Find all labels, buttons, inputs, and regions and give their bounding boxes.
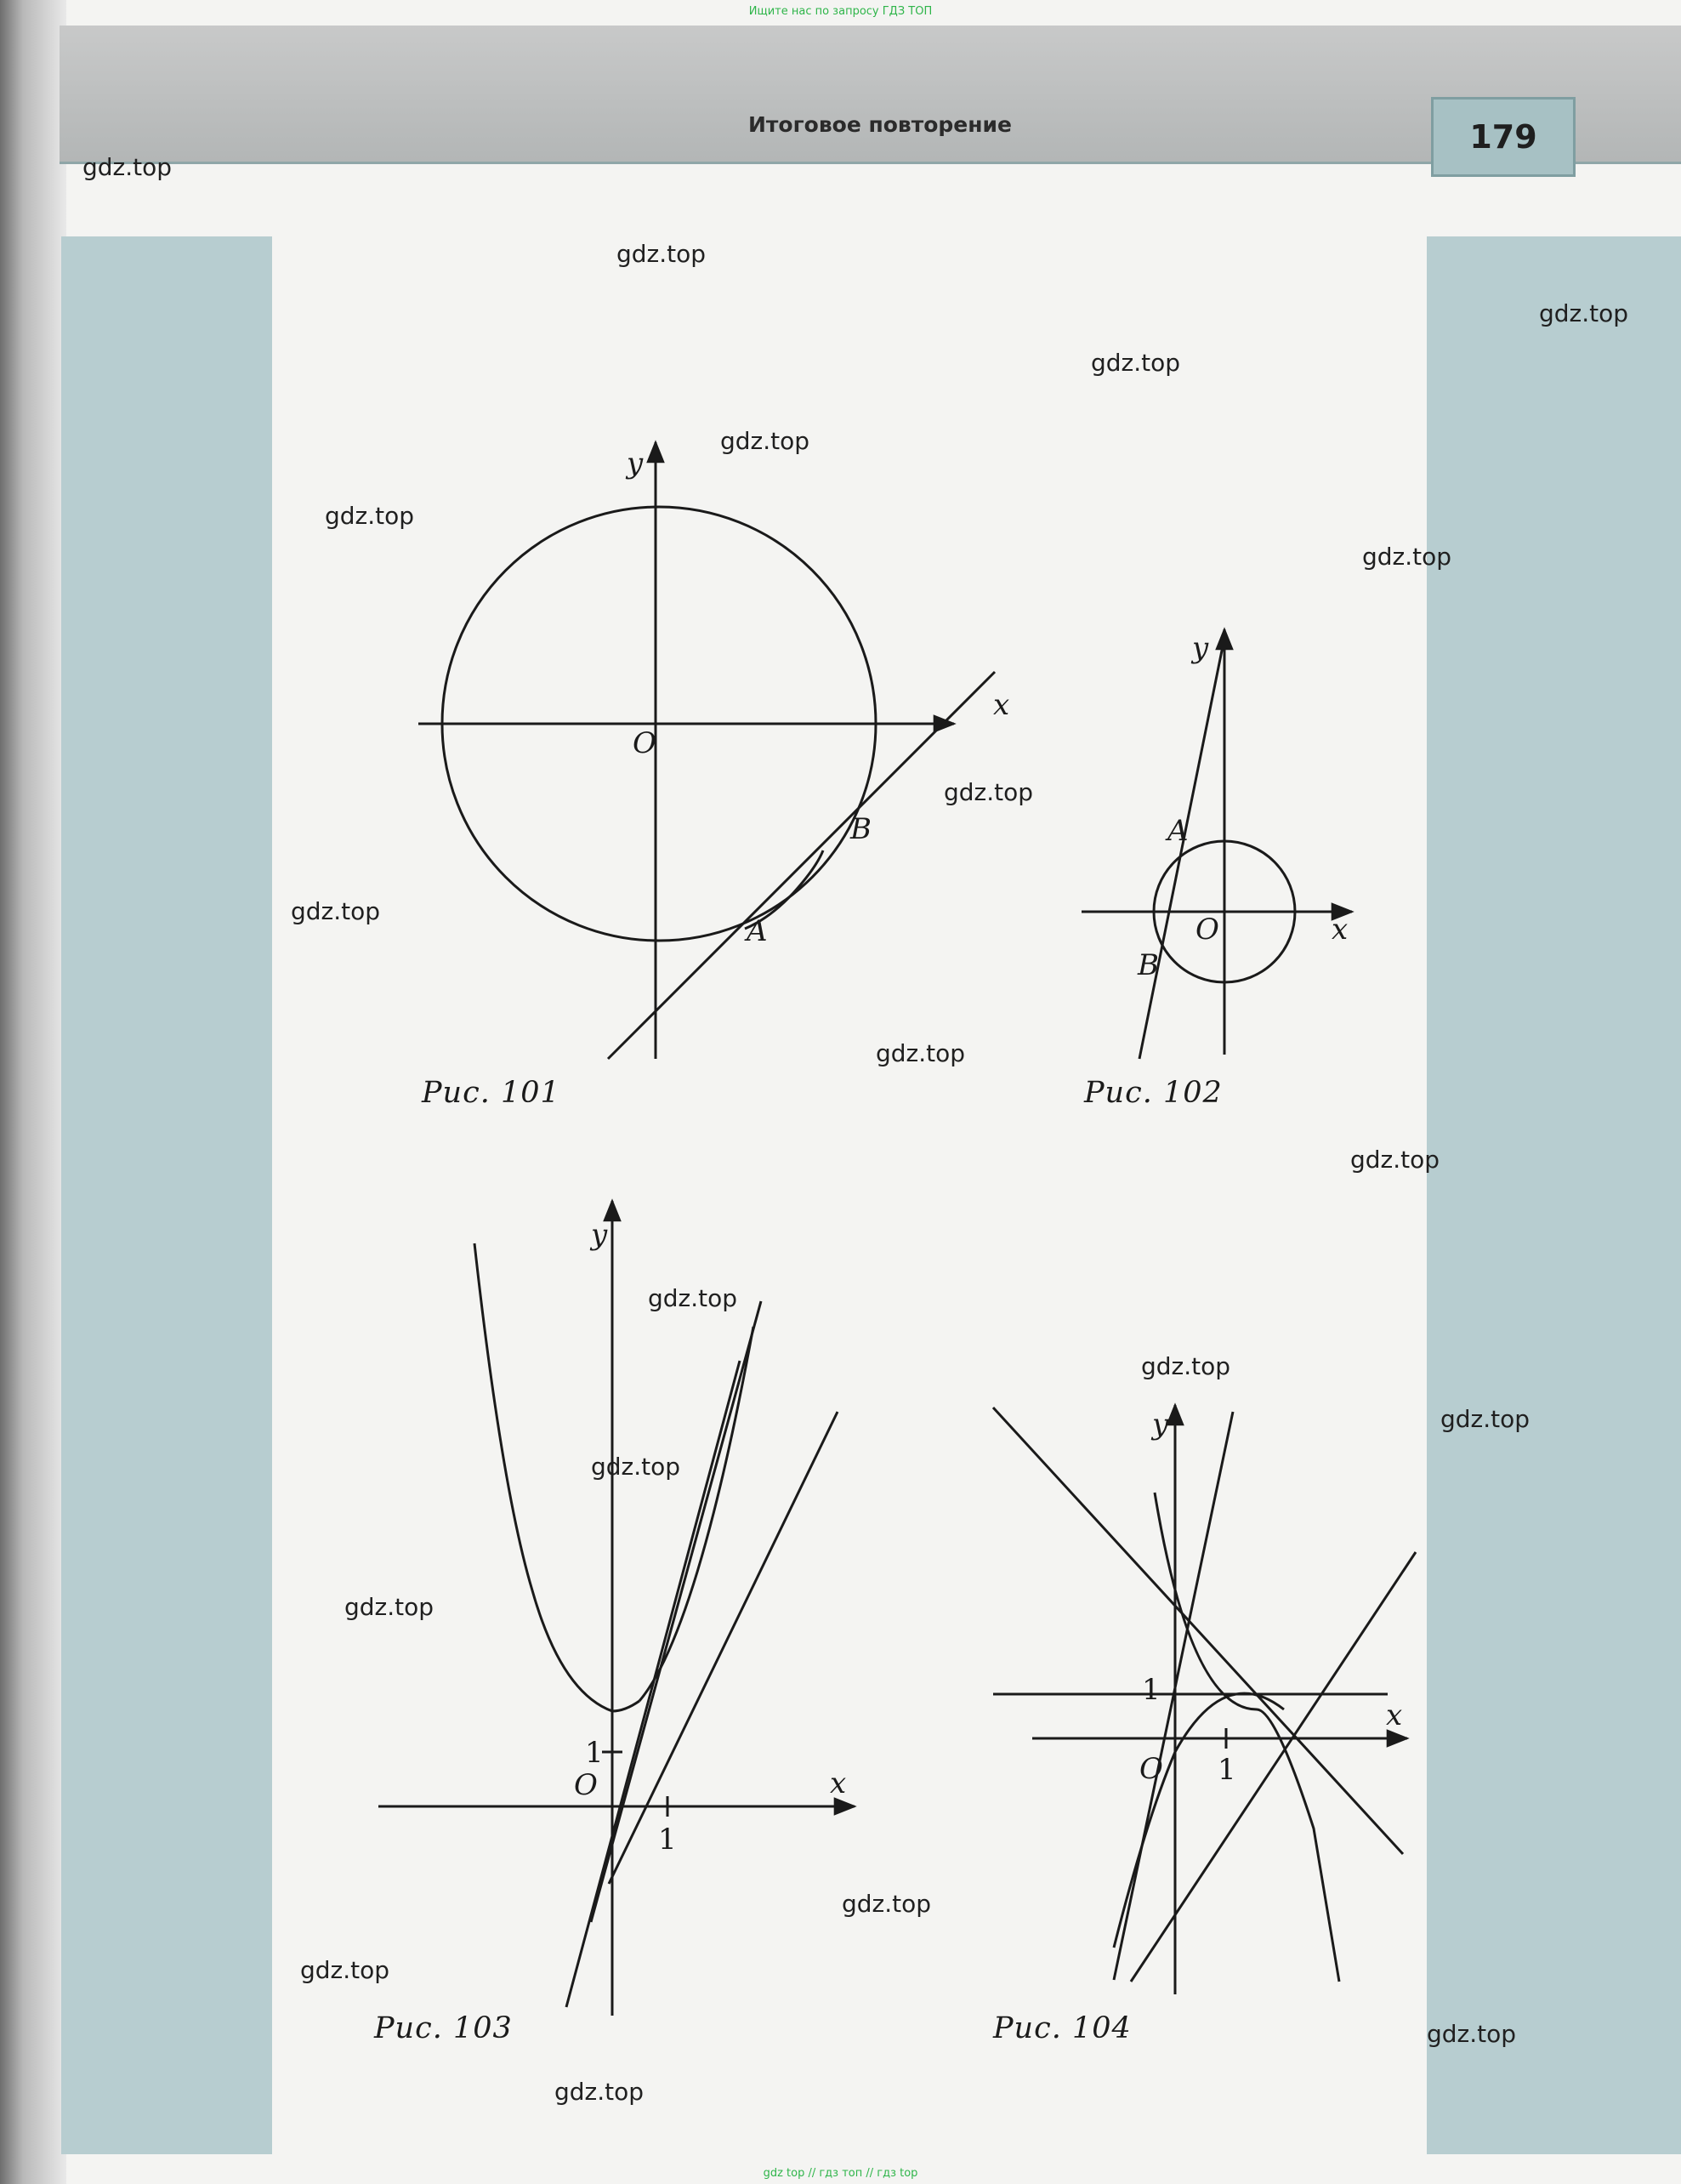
watermark: gdz.top: [1141, 1352, 1231, 1380]
watermark: gdz.top: [616, 240, 707, 268]
watermark: gdz.top: [1091, 349, 1181, 377]
fig104-tick-y-label: 1: [1142, 1673, 1161, 1707]
header-title: Итоговое повторение: [748, 112, 1013, 137]
watermark: gdz.top: [648, 1284, 738, 1312]
figure-104: [993, 1405, 1416, 1994]
fig104-line-b: [1131, 1552, 1416, 1982]
watermark: gdz.top: [554, 2078, 645, 2106]
watermark: gdz.top: [842, 1890, 932, 1918]
fig102-origin-label: O: [1195, 913, 1219, 947]
watermark: gdz.top: [720, 427, 810, 455]
fig102-y-label: y: [1192, 631, 1209, 665]
figure-101: [418, 442, 995, 1059]
figure-102: [1082, 629, 1352, 1059]
watermark: gdz.top: [82, 153, 173, 181]
watermark: gdz.top: [1427, 2020, 1517, 2048]
fig101-caption: Рис. 101: [422, 1076, 560, 1110]
watermark: gdz.top: [1440, 1405, 1531, 1433]
fig101-origin-label: O: [633, 726, 656, 760]
fig103-tick-x-label: 1: [658, 1823, 677, 1857]
fig103-origin-label: O: [574, 1768, 598, 1802]
watermark: gdz.top: [944, 778, 1034, 806]
fig104-y-label: y: [1152, 1408, 1169, 1442]
fig103-caption: Рис. 103: [374, 2011, 513, 2045]
fig104-line-a: [993, 1408, 1403, 1854]
fig103-line-1: [609, 1412, 838, 1884]
fig102-point-b: B: [1138, 948, 1159, 982]
watermark: gdz.top: [344, 1593, 434, 1621]
fig104-origin-label: O: [1139, 1752, 1163, 1786]
watermark: gdz.top: [1539, 299, 1629, 327]
fig102-x-label: x: [1332, 913, 1349, 947]
fig104-caption: Рис. 104: [993, 2011, 1132, 2045]
fig101-point-b: B: [850, 812, 872, 846]
fig102-line: [1139, 646, 1223, 1059]
watermark: gdz.top: [300, 1956, 390, 1984]
fig103-parabola-right: [639, 1327, 753, 1701]
fig101-line: [608, 672, 995, 1059]
page-number: 179: [1431, 97, 1576, 177]
bottom-note: gdz top // гдз топ // гдз top: [763, 2167, 918, 2180]
watermark: gdz.top: [325, 502, 415, 530]
fig104-line-c: [1114, 1408, 1233, 1980]
fig104-tick-x-label: 1: [1218, 1753, 1236, 1787]
figure-103: [378, 1201, 855, 2016]
fig102-caption: Рис. 102: [1084, 1076, 1223, 1110]
watermark: gdz.top: [876, 1039, 966, 1067]
fig101-x-label: x: [993, 688, 1010, 722]
fig102-point-a: A: [1167, 814, 1189, 848]
top-note: Ищите нас по запросу ГДЗ ТОП: [748, 5, 933, 18]
watermark: gdz.top: [591, 1453, 681, 1481]
fig103-tick-y-label: 1: [585, 1736, 604, 1770]
fig101-point-a: A: [747, 914, 768, 948]
watermark: gdz.top: [1350, 1146, 1440, 1174]
fig104-x-label: x: [1386, 1698, 1403, 1732]
watermark: gdz.top: [291, 897, 381, 925]
fig103-x-label: x: [830, 1766, 847, 1800]
watermark: gdz.top: [1362, 543, 1452, 571]
fig104-parabola-2: [1114, 1693, 1284, 1948]
fig101-y-label: y: [627, 446, 644, 481]
fig103-y-label: y: [591, 1218, 608, 1252]
